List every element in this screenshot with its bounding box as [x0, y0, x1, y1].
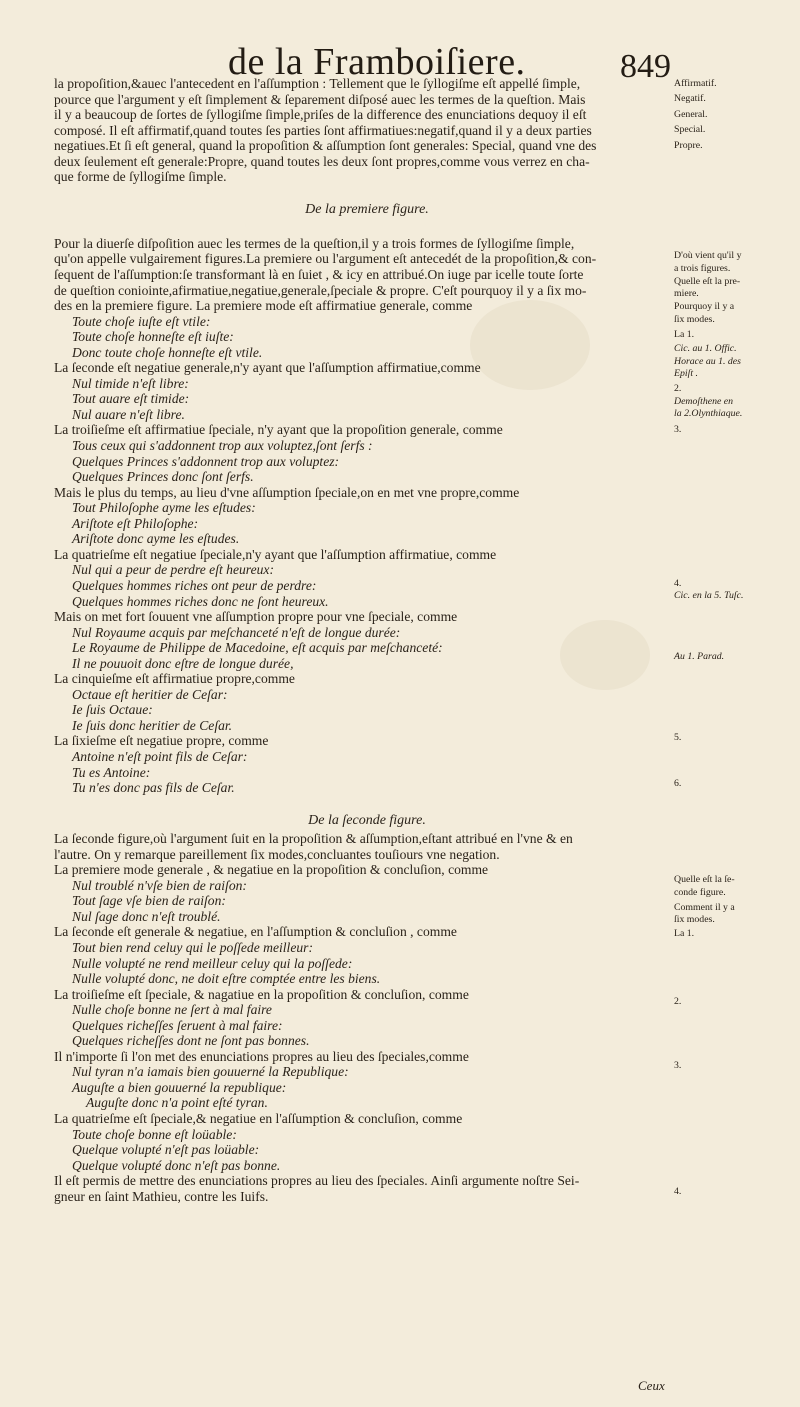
- margin-note: La 1.: [674, 329, 695, 340]
- text-line: La cinquieſme eſt affirmatiue propre,comme: [54, 671, 295, 687]
- margin-note: General.: [674, 109, 708, 120]
- text-line: de queſtion coniointe,afirmatiue,negatiue,generale,ſpeciale & propre. C'eſt pourquoy il y a ſix mo-: [54, 282, 587, 298]
- main-text-column: [54, 76, 680, 1204]
- margin-note: Negatif.: [674, 93, 706, 104]
- syllogism-line: Ariſtote eſt Philoſophe:: [72, 515, 199, 531]
- syllogism-line: Tout bien rend celuy qui le poſſede meilleur:: [72, 939, 313, 955]
- spacer: [54, 796, 680, 812]
- margin-note: 2.: [674, 996, 682, 1007]
- syllogism-line: Quelque volupté n'eſt pas loüable:: [72, 1142, 260, 1158]
- syllogism-line: Nul Royaume acquis par meſchanceté n'eſt de longue durée:: [72, 624, 401, 640]
- syllogism-line: Tu es Antoine:: [72, 764, 151, 780]
- margin-note: ſix modes.: [674, 914, 715, 925]
- margin-note: La 1.: [674, 928, 695, 939]
- margin-note: Quelle eſt la pre-: [674, 276, 741, 287]
- syllogism-line: Quelques Princes s'addonnent trop aux voluptez:: [72, 453, 340, 469]
- text-line: La ſixieſme eſt negatiue propre, comme: [54, 733, 269, 749]
- syllogism-line: Nulle choſe bonne ne ſert à mal faire: [72, 1002, 272, 1018]
- spacer: [54, 220, 680, 236]
- margin-note: 4.: [674, 578, 682, 589]
- syllogism-line: Quelque volupté donc n'eſt pas bonne.: [72, 1157, 281, 1173]
- margin-note: 5.: [674, 732, 682, 743]
- text-line: qu'on appelle vulgairement figures.La premiere ou l'argument eſt antecedét de la propoſition,& con-: [54, 251, 597, 267]
- margin-note: miere.: [674, 288, 699, 299]
- syllogism-line: Quelques hommes riches donc ne ſont heureux.: [72, 593, 329, 609]
- syllogism-line: Ie ſuis donc heritier de Ceſar.: [72, 717, 233, 733]
- section-heading: De la ſeconde figure.: [308, 813, 426, 829]
- syllogism-line: Nul auare n'eſt libre.: [72, 406, 185, 422]
- text-line: pource que l'argument y eſt ſimplement & ſeparement diſposé auec les termes de la queſtion. Mais: [54, 91, 586, 107]
- margin-note: 6.: [674, 778, 682, 789]
- running-title: de la Framboiſiere.: [228, 41, 526, 83]
- margin-note: Pourquoy il y a: [674, 301, 735, 312]
- text-line: Mais on met fort ſouuent vne aſſumption propre pour vne ſpeciale, comme: [54, 609, 458, 625]
- syllogism-line: Toute choſe bonne eſt loüable:: [72, 1126, 237, 1142]
- syllogism-line: Antoine n'eſt point fils de Ceſar:: [72, 748, 248, 764]
- text-line: La ſeconde figure,où l'argument ſuit en la propoſition & aſſumption,eſtant attribué en l'vne & en: [54, 831, 573, 847]
- margin-note: Demoſthene en: [674, 396, 734, 407]
- margin-note: Cic. au 1. Offic.: [674, 343, 737, 354]
- text-line: La quatrieſme eſt negatiue ſpeciale,n'y ayant que l'aſſumption affirmatiue, comme: [54, 546, 497, 562]
- margin-note: Quelle eſt la ſe-: [674, 874, 735, 885]
- syllogism-line: Tous ceux qui s'addonnent trop aux voluptez,ſont ſerfs :: [72, 438, 373, 454]
- syllogism-line: Quelques Princes donc ſont ſerfs.: [72, 469, 254, 485]
- text-line: La troiſieſme eſt ſpeciale, & nagatiue en la propoſition & concluſion, comme: [54, 986, 469, 1002]
- text-line: La ſeconde eſt generale & negatiue, en l'aſſumption & concluſion , comme: [54, 924, 457, 940]
- syllogism-line: Tout ſage vſe bien de raiſon:: [72, 893, 226, 909]
- syllogism-line: Nulle volupté donc, ne doit eſtre comptée entre les biens.: [72, 971, 381, 987]
- syllogism-line: Quelques richeſſes ſeruent à mal faire:: [72, 1017, 283, 1033]
- text-line: des en la premiere figure. La premiere mode eſt affirmatiue generale, comme: [54, 298, 473, 314]
- syllogism-line: Nul ſage donc n'eſt troublé.: [72, 908, 221, 924]
- syllogism-line: Ie ſuis Octaue:: [72, 702, 153, 718]
- margin-note: Comment il y a: [674, 902, 735, 913]
- syllogism-line: Toute choſe iuſte eſt vtile:: [72, 313, 211, 329]
- text-line: La ſeconde eſt negatiue generale,n'y ayant que l'aſſumption affirmatiue,comme: [54, 360, 481, 376]
- margin-note: D'où vient qu'il y: [674, 250, 742, 261]
- margin-note: la 2.Olynthiaque.: [674, 408, 743, 419]
- syllogism-line: Quelques richeſſes dont ne ſont pas bonnes.: [72, 1033, 310, 1049]
- syllogism-line: Nul troublé n'vſe bien de raiſon:: [72, 877, 247, 893]
- margin-note: Cic. en la 5. Tuſc.: [674, 590, 744, 601]
- syllogism-line: Auguſte donc n'a point eſté tyran.: [86, 1095, 268, 1111]
- catchword: Ceux: [638, 1378, 665, 1393]
- section-heading: De la premiere figure.: [305, 202, 429, 218]
- text-line: il y a beaucoup de ſortes de ſyllogiſme ſimple,priſes de la difference des enunciations dequoy il eſt: [54, 107, 587, 123]
- margin-note: Au 1. Parad.: [674, 651, 725, 662]
- text-line: Il n'importe ſi l'on met des enunciations propres au lieu des ſpeciales,comme: [54, 1048, 469, 1064]
- syllogism-line: Nul qui a peur de perdre eſt heureux:: [72, 562, 274, 578]
- spacer: [54, 185, 680, 201]
- syllogism-line: Nul timide n'eſt libre:: [72, 375, 189, 391]
- margin-note: Affirmatif.: [674, 78, 717, 89]
- syllogism-line: Il ne pouuoit donc eſtre de longue durée,: [72, 655, 294, 671]
- syllogism-line: Tout auare eſt timide:: [72, 391, 190, 407]
- margin-note: 4.: [674, 1186, 682, 1197]
- margin-note: Epiſt .: [674, 368, 698, 379]
- text-line: que forme de ſyllogiſme ſimple.: [54, 169, 227, 185]
- margin-note: a trois figures.: [674, 263, 731, 274]
- text-line: negatiues.Et ſi eſt general, quand la propoſition & aſſumption ſont generales: Special, quand vne des: [54, 138, 597, 154]
- syllogism-line: Nul tyran n'a iamais bien gouuerné la Republique:: [72, 1064, 349, 1080]
- margin-note: Special.: [674, 124, 706, 135]
- margin-note: 3.: [674, 1060, 682, 1071]
- syllogism-line: Tout Philoſophe ayme les eſtudes:: [72, 500, 256, 516]
- syllogism-line: Ariſtote donc ayme les eſtudes.: [72, 531, 240, 547]
- page-number: 849: [620, 48, 671, 85]
- syllogism-line: Toute choſe honneſte eſt iuſte:: [72, 329, 234, 345]
- text-line: Mais le plus du temps, au lieu d'vne aſſumption ſpeciale,on en met vne propre,comme: [54, 484, 520, 500]
- text-line: La quatrieſme eſt ſpeciale,& negatiue en l'aſſumption & concluſion, comme: [54, 1111, 463, 1126]
- syllogism-line: Auguſte a bien gouuerné la republique:: [72, 1079, 287, 1095]
- syllogism-line: Tu n'es donc pas fils de Ceſar.: [72, 780, 235, 796]
- text-line: gneur en ſaint Mathieu, contre les Iuifs.: [54, 1188, 269, 1204]
- syllogism-line: Le Royaume de Philippe de Macedoine, eſt acquis par meſchanceté:: [72, 640, 443, 656]
- syllogism-line: Quelques hommes riches ont peur de perdre:: [72, 577, 317, 593]
- syllogism-line: Octaue eſt heritier de Ceſar:: [72, 686, 228, 702]
- text-line: ſequent de l'aſſumption:ſe transformant là en ſuiet , & icy en attribué.On iuge par icelle toute ſorte: [54, 267, 584, 283]
- text-line: deux ſeulement eſt generale:Propre, quand toutes les deux ſont propres,comme vous verrez en cha-: [54, 153, 590, 169]
- margin-note: Horace au 1. des: [674, 356, 741, 367]
- text-line: l'autre. On y remarque pareillement ſix modes,concluantes touſiours vne negation.: [54, 846, 500, 862]
- margin-note: conde figure.: [674, 887, 726, 898]
- margin-note: Propre.: [674, 140, 703, 151]
- text-line: la propoſition,&auec l'antecedent en l'aſſumption : Tellement que le ſyllogiſme eſt appellé ſimple,: [54, 76, 581, 91]
- syllogism-line: Nulle volupté ne rend meilleur celuy qui la poſſede:: [72, 955, 353, 971]
- text-line: La troiſieſme eſt affirmatiue ſpeciale, n'y ayant que la propoſition generale, comme: [54, 422, 503, 438]
- margin-note: 3.: [674, 424, 682, 435]
- text-line: Il eſt permis de mettre des enunciations propres au lieu des ſpeciales. Ainſi argumente noſtre Sei-: [54, 1173, 580, 1189]
- text-line: Pour la diuerſe diſpoſition auec les termes de la queſtion,il y a trois formes de ſyllogiſme ſimple,: [54, 235, 575, 251]
- syllogism-line: Donc toute choſe honneſte eſt vtile.: [72, 344, 263, 360]
- margin-note: 2.: [674, 383, 682, 394]
- text-line: composé. Il eſt affirmatif,quand toutes ſes parties ſont affirmatiues:negatif,quand il y a deux parties: [54, 122, 592, 138]
- text-line: La premiere mode generale , & negatiue en la propoſition & concluſion, comme: [54, 862, 489, 878]
- margin-note: ſix modes.: [674, 314, 715, 325]
